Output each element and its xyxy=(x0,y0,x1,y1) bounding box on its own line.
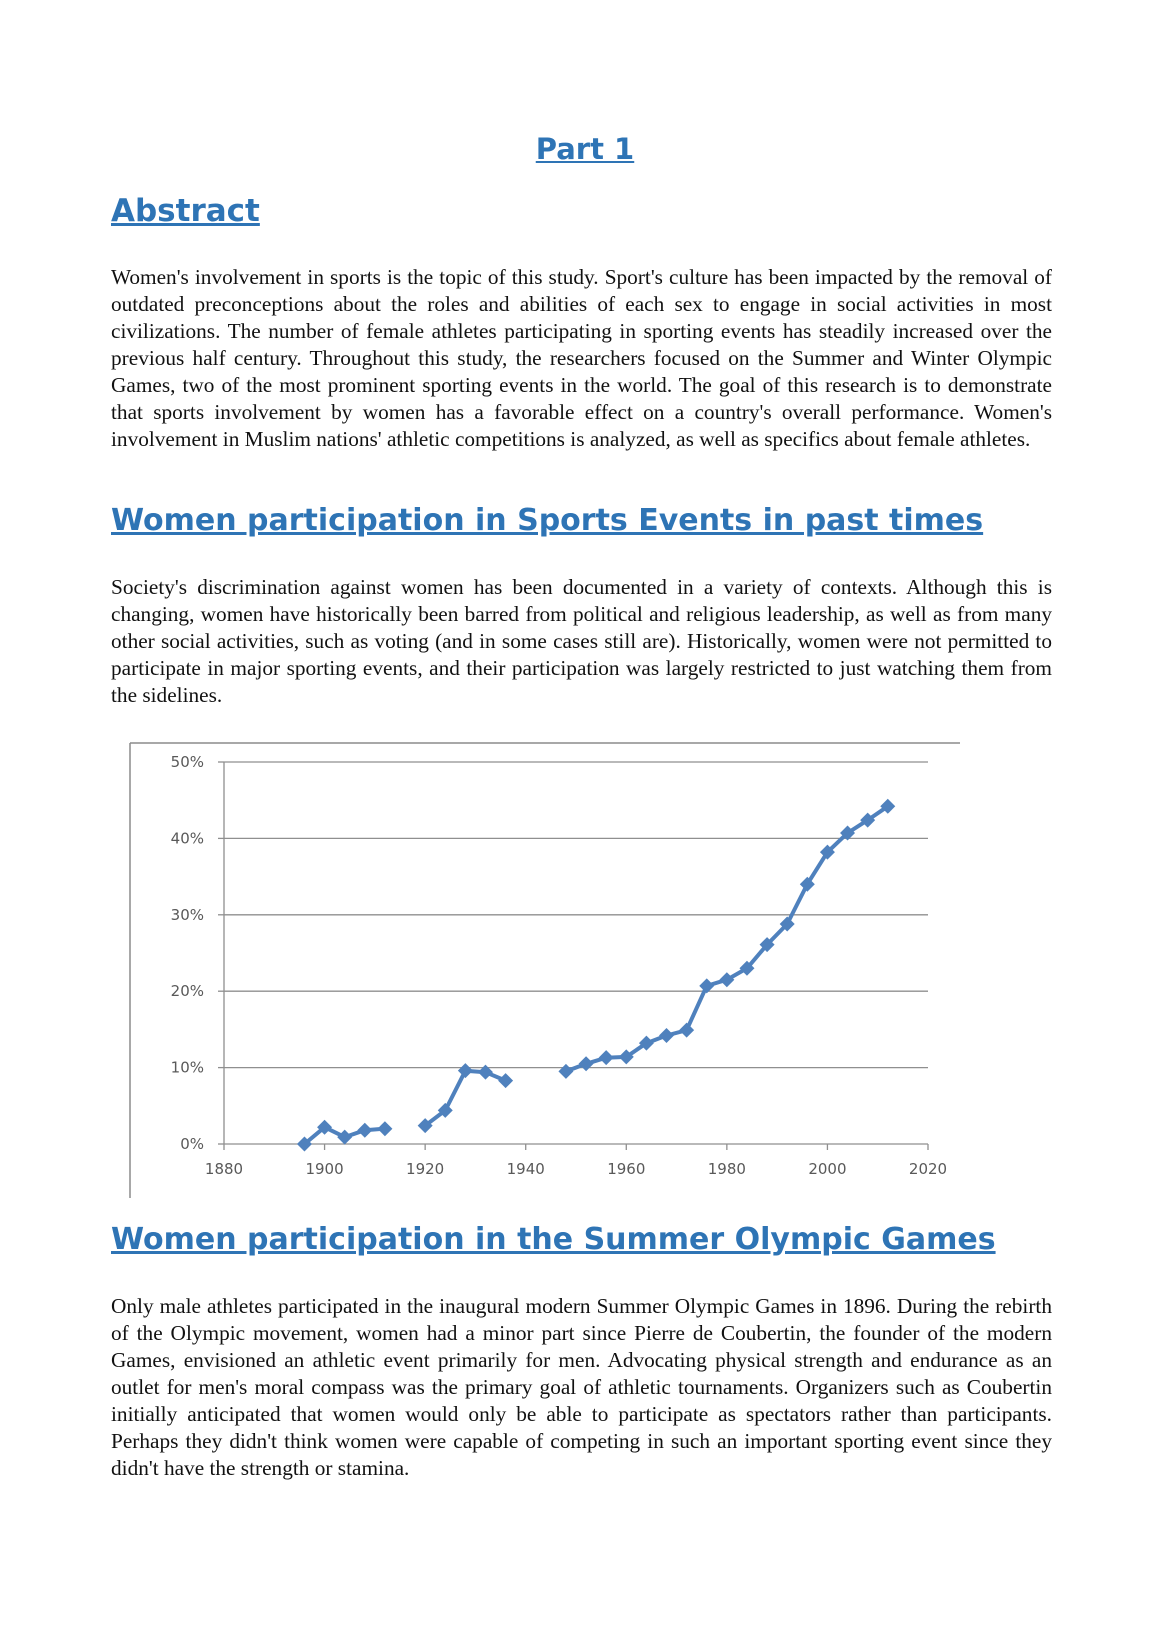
data-point-marker xyxy=(337,1130,352,1145)
data-point-marker xyxy=(357,1123,372,1138)
x-tick-label: 2020 xyxy=(908,1160,948,1178)
y-tick-label: 50% xyxy=(170,753,204,771)
abstract-heading: Abstract xyxy=(111,193,260,229)
x-tick-label: 1940 xyxy=(506,1160,545,1178)
data-point-marker xyxy=(679,1023,694,1038)
data-point-marker xyxy=(498,1073,513,1088)
data-point-marker xyxy=(659,1028,674,1043)
participation-chart xyxy=(120,738,960,1198)
x-tick-label: 1900 xyxy=(305,1160,344,1178)
past-times-heading: Women participation in Sports Events in past times xyxy=(111,503,984,538)
data-point-marker xyxy=(377,1121,392,1136)
data-point-marker xyxy=(579,1056,594,1071)
summer-games-heading: Women participation in the Summer Olympic Games xyxy=(111,1222,996,1257)
x-tick-label: 1980 xyxy=(707,1160,746,1178)
y-tick-label: 10% xyxy=(170,1058,204,1077)
past-times-paragraph: Society's discrimination against women has been documented in a variety of contexts. Although this is changing, women have historically been barred from political and religious leadership, as well as from many other social activities, such as voting (and in some cases still are). Historically, women were not permitted to participate in major sporting events, and their participation was largely restricted to just watching them from the sidelines. xyxy=(111,575,1052,707)
data-point-marker xyxy=(558,1064,573,1079)
data-point-marker xyxy=(478,1065,493,1080)
x-tick-label: 1880 xyxy=(204,1160,244,1178)
x-tick-label: 2000 xyxy=(808,1160,847,1178)
x-tick-label: 1920 xyxy=(406,1160,445,1178)
participation-line-chart xyxy=(120,738,960,1198)
part-title: Part 1 xyxy=(535,132,635,166)
y-tick-label: 20% xyxy=(170,982,204,1001)
x-tick-label: 1960 xyxy=(607,1160,646,1178)
y-tick-label: 0% xyxy=(180,1135,204,1153)
data-point-marker xyxy=(458,1063,473,1078)
abstract-paragraph: Women's involvement in sports is the topic of this study. Sport's culture has been impacted by the removal of outdated preconceptions about the roles and abilities of each sex to engage in social activities in most civilizations. The number of female athletes participating in sporting events has steadily increased over the previous half century. Throughout this study, the researchers focused on the Summer and Winter Olympic Games, two of the most prominent sporting events in the world. The goal of this research is to demonstrate that sports involvement by women has a favorable effect on a country's overall performance. Women's involvement in Muslim nations' athletic competitions is analyzed, as well as specifics about female athletes. xyxy=(111,265,1052,451)
y-tick-label: 30% xyxy=(170,905,204,924)
series-line xyxy=(425,1071,506,1126)
series-line xyxy=(566,806,888,1071)
summer-games-paragraph: Only male athletes participated in the inaugural modern Summer Olympic Games in 1896. During the rebirth of the Olympic movement, women had a minor part since Pierre de Coubertin, the founder of the modern Games, envisioned an athletic event primarily for men. Advocating physical strength and endurance as an outlet for men's moral compass was the primary goal of athletic tournaments. Organizers such as Coubertin initially anticipated that women would only be able to participate as spectators rather than participants. Perhaps they didn't think women were capable of competing in such an important sporting event since they didn't have the strength or stamina. xyxy=(111,1294,1052,1480)
y-tick-label: 40% xyxy=(170,829,204,848)
data-point-marker xyxy=(599,1050,614,1065)
